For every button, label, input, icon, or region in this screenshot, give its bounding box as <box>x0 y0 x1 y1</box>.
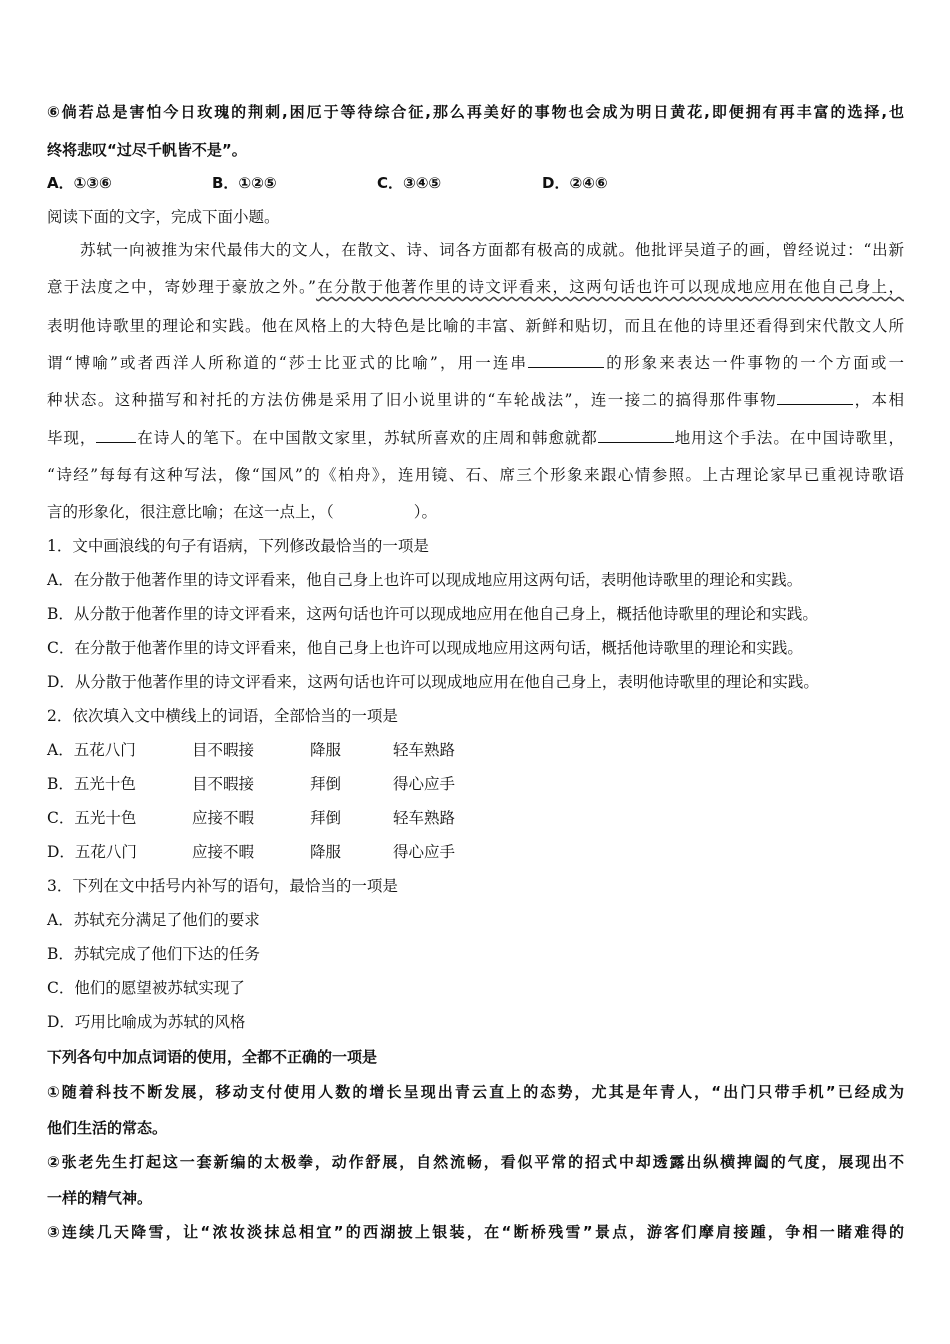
fill-blank-3 <box>96 428 136 443</box>
q3-option-b: B．苏轼完成了他们下达的任务 <box>47 945 260 963</box>
passage-text: 谓“博喻”或者西洋人所称道的“莎士比亚式的比喻”，用一连串 <box>47 354 529 372</box>
prev-options-row <box>47 173 907 193</box>
q2-c-word-1: C．五光十色 <box>47 809 137 827</box>
passage-line-7: “诗经”每每有这种写法，像“国风”的《柏舟》，连用镜、石、席三个形象来跟心情参照。上古理论家早已重视诗歌语 <box>47 466 904 484</box>
prev-option-a: A．①③⑥ <box>47 174 112 192</box>
prev-option-c: C．③④⑤ <box>377 174 442 192</box>
q2-stem: 2．依次填入文中横线上的词语，全部恰当的一项是 <box>47 707 398 725</box>
q2-d-word-3: 降服 <box>310 843 342 861</box>
prev-option-d: D．②④⑥ <box>542 174 608 192</box>
q2-c-word-2: 应接不暇 <box>192 809 255 827</box>
prev-item-6-line-1: ⑥倘若总是害怕今日玫瑰的荆刺,困厄于等待综合征,那么再美好的事物也会成为明日黄花,即便拥有再丰富的选择,也 <box>47 103 904 121</box>
passage-text: ，本相 <box>853 391 904 409</box>
passage-text: 的形象来表达一件事物的一个方面或一 <box>604 354 904 372</box>
next-item-3-line-1: ③连续几天降雪，让“浓妆淡抹总相宜”的西湖披上银装，在“断桥残雪”景点，游客们摩肩接踵，争相一睹难得的 <box>47 1223 904 1241</box>
passage-text: 种状态。这种描写和衬托的方法仿佛是采用了旧小说里讲的“车轮战法”，连一接二的搞得那件事物 <box>47 391 778 409</box>
q2-b-word-2: 目不暇接 <box>192 775 255 793</box>
passage-text: 地用这个手法。在中国诗歌里， <box>673 429 904 447</box>
next-item-1-line-2: 他们生活的常态。 <box>47 1119 168 1137</box>
q2-option-d <box>47 842 547 862</box>
next-item-2-line-2: 一样的精气神。 <box>47 1189 153 1207</box>
q2-c-word-3: 拜倒 <box>310 809 342 827</box>
next-question-stem: 下列各句中加点词语的使用，全都不正确的一项是 <box>47 1048 378 1066</box>
passage-line-5 <box>47 390 904 410</box>
q2-d-word-1: D．五花八门 <box>47 843 137 861</box>
q3-option-c: C．他们的愿望被苏轼实现了 <box>47 979 245 997</box>
passage-text: 言的形象化，很注意比喻；在这一点上，（ <box>47 503 334 521</box>
q2-option-b <box>47 774 547 794</box>
q1-option-d: D．从分散于他著作里的诗文评看来，这两句话也许可以现成地应用在他自己身上，表明他诗歌里的理论和实践。 <box>47 673 819 691</box>
reading-intro: 阅读下面的文字，完成下面小题。 <box>47 208 280 226</box>
passage-quote-end: 意于法度之中，寄妙理于豪放之外。” <box>47 278 316 296</box>
prev-option-b: B．①②⑤ <box>212 174 277 192</box>
q2-a-word-4: 轻车熟路 <box>393 741 456 759</box>
passage-line-6 <box>47 428 904 448</box>
q3-stem: 3．下列在文中括号内补写的语句，最恰当的一项是 <box>47 877 398 895</box>
q2-b-word-1: B．五光十色 <box>47 775 136 793</box>
q1-option-c: C．在分散于他著作里的诗文评看来，他自己身上也许可以现成地应用这两句话，概括他诗歌里的理论和实践。 <box>47 639 803 657</box>
passage-line-4 <box>47 353 904 373</box>
q3-option-d: D．巧用比喻成为苏轼的风格 <box>47 1013 246 1031</box>
fill-blank-1 <box>528 353 604 368</box>
passage-text: 在诗人的笔下。在中国散文家里，苏轼所喜欢的庄周和韩愈就都 <box>136 429 598 447</box>
next-item-2-line-1: ②张老先生打起这一套新编的太极拳，动作舒展，自然流畅，看似平常的招式中却透露出纵横捭阖的气度，展现出不 <box>47 1153 904 1171</box>
passage-line-1: 苏轼一向被推为宋代最伟大的文人，在散文、诗、词各方面都有极高的成就。他批评吴道子的画，曾经说过：“出新 <box>80 241 904 259</box>
q2-b-word-4: 得心应手 <box>393 775 456 793</box>
q2-option-c <box>47 808 547 828</box>
q2-a-word-2: 目不暇接 <box>192 741 255 759</box>
passage-line-2 <box>47 277 904 297</box>
q1-option-a: A．在分散于他著作里的诗文评看来，他自己身上也许可以现成地应用这两句话，表明他诗歌里的理论和实践。 <box>47 571 803 589</box>
q1-option-b: B．从分散于他著作里的诗文评看来，这两句话也许可以现成地应用在他自己身上，概括他诗歌里的理论和实践。 <box>47 605 818 623</box>
q2-d-word-4: 得心应手 <box>393 843 456 861</box>
prev-item-6-line-2: 终将悲叹“过尽千帆皆不是”。 <box>47 141 247 159</box>
passage-text: 毕现， <box>47 429 97 447</box>
passage-line-3: 表明他诗歌里的理论和实践。他在风格上的大特色是比喻的丰富、新鲜和贴切，而且在他的诗里还看得到宋代散文人所 <box>47 317 904 335</box>
wavy-underlined-sentence: 在分散于他著作里的诗文评看来，这两句话也许可以现成地应用在他自己身上， <box>315 278 904 296</box>
q2-a-word-3: 降服 <box>310 741 342 759</box>
q2-c-word-4: 轻车熟路 <box>393 809 456 827</box>
q2-a-word-1: A．五花八门 <box>47 741 136 759</box>
q2-d-word-2: 应接不暇 <box>192 843 255 861</box>
q1-stem: 1．文中画浪线的句子有语病，下列修改最恰当的一项是 <box>47 537 429 555</box>
q2-option-a <box>47 740 547 760</box>
passage-line-8 <box>47 502 437 522</box>
passage-text: ）。 <box>413 503 438 521</box>
q3-option-a: A．苏轼充分满足了他们的要求 <box>47 911 260 929</box>
q2-b-word-3: 拜倒 <box>310 775 342 793</box>
fill-blank-2 <box>777 390 853 405</box>
next-item-1-line-1: ①随着科技不断发展，移动支付使用人数的增长呈现出青云直上的态势，尤其是年青人，“出门只带手机”已经成为 <box>47 1083 904 1101</box>
fill-blank-4 <box>598 428 674 443</box>
